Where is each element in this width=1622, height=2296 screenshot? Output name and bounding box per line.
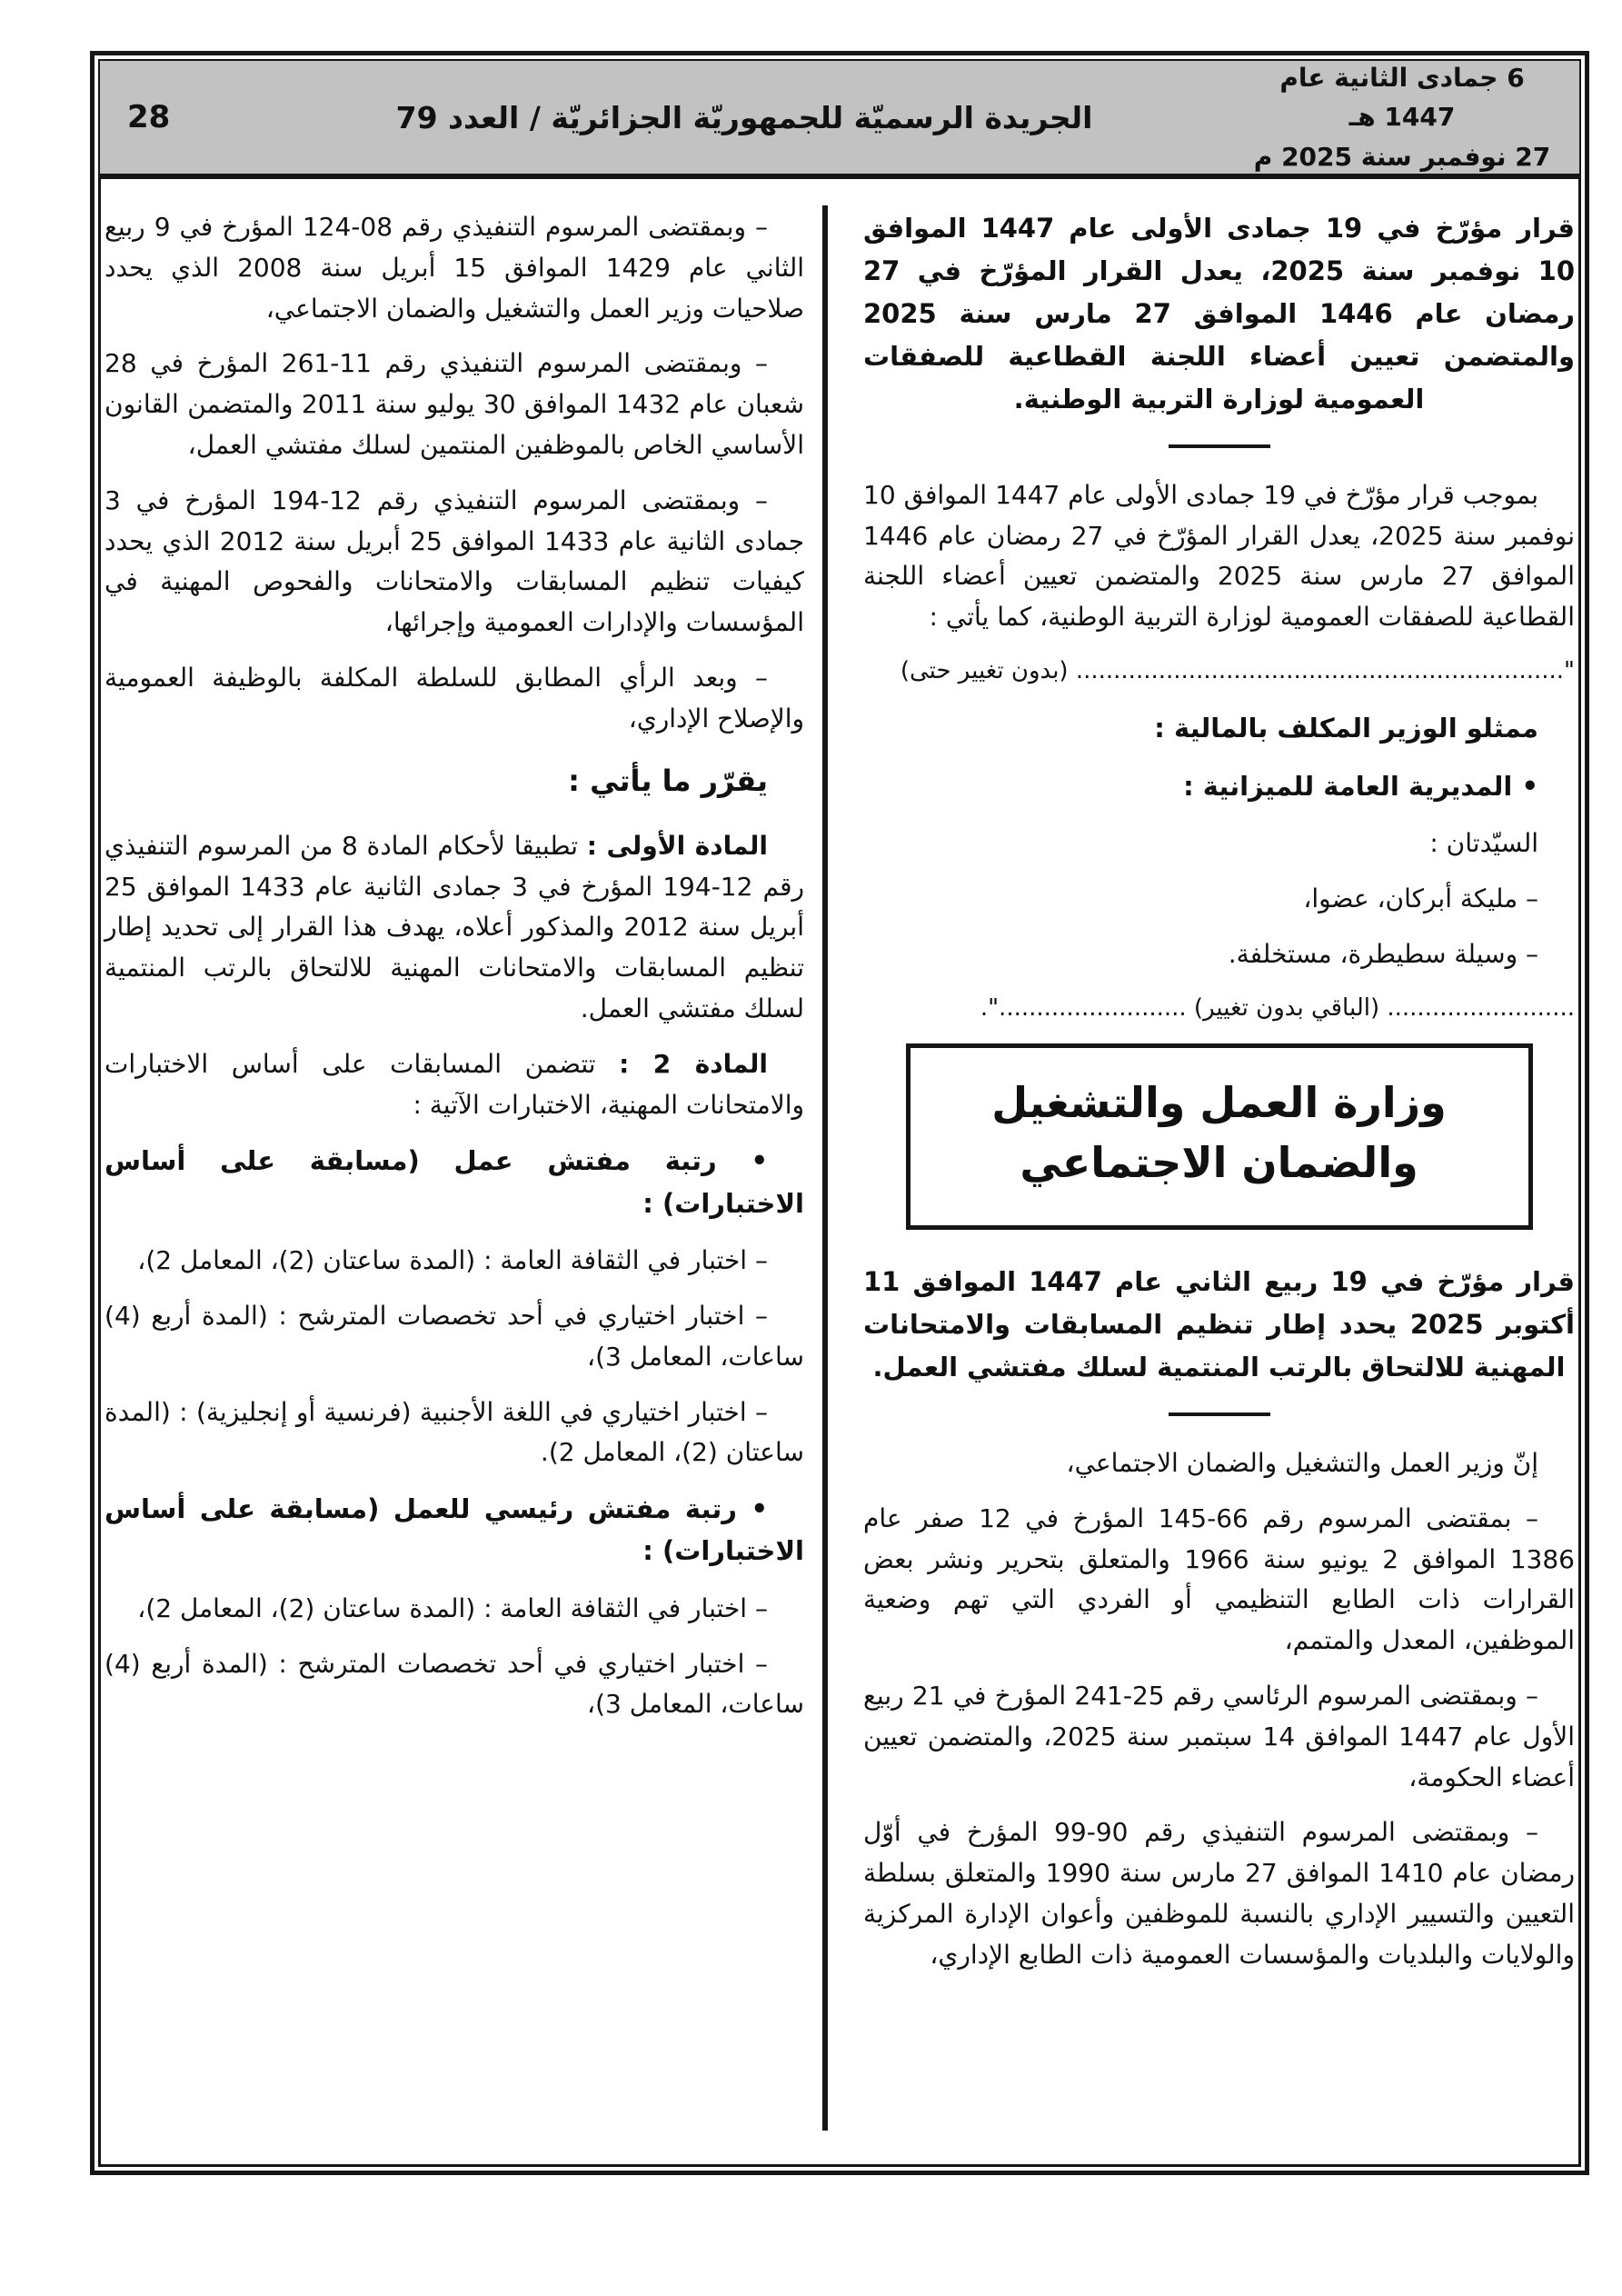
paragraph: – اختبار في الثقافة العامة : (المدة ساعتان (2)، المعامل 2)، (137, 1245, 768, 1276)
decree-title: قرار مؤرّخ في 19 جمادى الأولى عام 1447 الموافق 10 نوفمبر سنة 2025، يعدل القرار المؤرّخ في 27 رمضان عام 1446 الموافق 27 مارس سنة 2025 والمتضمن تعيين أعضاء اللجنة القطاعية للصفقات العمومية لوزارة التربية الوطنية. (863, 213, 1576, 414)
paragraph: – وبمقتضى المرسوم التنفيذي رقم 11-261 المؤرخ في 28 شعبان عام 1432 الموافق 30 يوليو سنة 2011 والمتضمن القانون الأساسي الخاص بالموظفين المنتمين لسلك مفتشي العمل، (104, 348, 804, 460)
bold-heading: ممثلو الوزير المكلف بالمالية : (1154, 712, 1538, 744)
header-date-gregorian: 27 نوفمبر سنة 2025 م (1253, 141, 1551, 172)
paragraph: – وبمقتضى المرسوم التنفيذي رقم 90-99 المؤرخ في أوّل رمضان عام 1410 الموافق 27 مارس سنة 1990 والمتعلق بسلطة التعيين والتسيير الإداري بالنسبة للموظفين وأعوان الإدارة المركزية والولايات والبلديات والمؤسسات العمومية ذات الطابع الإداري، (863, 1817, 1575, 1970)
paragraph: – بمقتضى المرسوم رقم 66-145 المؤرخ في 12 صفر عام 1386 الموافق 2 يونيو سنة 1966 والمتعلق بتحرير ونشر بعض القرارات ذات الطابع التنظيمي أو الفردي التي تهم وضعية الموظفين، المعدل والمتمم، (863, 1502, 1575, 1656)
column-right (863, 207, 1575, 1990)
paragraph: بموجب قرار مؤرّخ في 19 جمادى الأولى عام 1447 الموافق 10 نوفمبر سنة 2025، يعدل القرار المؤرّخ في 27 رمضان عام 1446 الموافق 27 مارس سنة 2025 والمتضمن تعيين أعضاء اللجنة القطاعية للصفقات العمومية لوزارة التربية الوطنية، كما يأتي : (863, 479, 1576, 633)
unchanged-dots-line: ......................... (الباقي بدون تغيير) .........................". (980, 993, 1575, 1022)
article-number-lead: المادة 2 : (619, 1048, 768, 1079)
decree-title: قرار مؤرّخ في 19 ربيع الثاني عام 1447 الموافق 11 أكتوبر 2025 يحدد إطار تنظيم المسابقات والامتحانات المهنية للالتحاق بالرتب المنتمية لسلك مفتشي العمل. (863, 1266, 1576, 1383)
header-dates (1252, 58, 1552, 176)
paragraph: السيّدتان : (1429, 828, 1538, 859)
rank-bullet-heading: • رتبة مفتش عمل (مسابقة على أساس الاختبارات) : (104, 1145, 804, 1219)
ministry-title-box (906, 1043, 1533, 1230)
paragraph: – مليكة أبركان، عضوا، (1303, 883, 1538, 914)
separator-rule (1169, 1413, 1270, 1416)
column-divider (822, 205, 828, 2131)
separator-rule (1169, 444, 1270, 448)
column-left (104, 207, 804, 1740)
article-paragraph: المادة 2 : تتضمن المسابقات على أساس الاختبارات والامتحانات المهنية، الاختبارات الآتية : (104, 1048, 804, 1120)
gazette-title: الجريدة الرسميّة للجمهوريّة الجزائريّة / العدد 79 (395, 99, 1093, 135)
decide-heading: يقرّر ما يأتي : (568, 763, 768, 798)
rank-bullet-heading: • رتبة مفتش رئيسي للعمل (مسابقة على أساس الاختبارات) : (104, 1493, 804, 1567)
paragraph: – وبعد الرأي المطابق للسلطة المكلفة بالوظيفة العمومية والإصلاح الإداري، (104, 662, 804, 734)
article-paragraph: المادة الأولى : تطبيقا لأحكام المادة 8 من المرسوم التنفيذي رقم 12-194 المؤرخ في 3 جمادى الثانية عام 1433 الموافق 25 أبريل سنة 2012 والمذكور أعلاه، يهدف هذا القرار إلى تحديد إطار تنظيم المسابقات والامتحانات المهنية للالتحاق بالرتب المنتمية لسلك مفتشي العمل. (104, 830, 804, 1023)
paragraph: – اختبار اختياري في أحد تخصصات المترشح : (المدة أربع (4) ساعات، المعامل 3)، (104, 1648, 804, 1720)
paragraph: – اختبار في الثقافة العامة : (المدة ساعتان (2)، المعامل 2)، (137, 1592, 768, 1623)
paragraph: – اختبار اختياري في أحد تخصصات المترشح : (المدة أربع (4) ساعات، المعامل 3)، (104, 1300, 804, 1372)
article-number-lead: المادة الأولى : (586, 830, 769, 861)
ministry-title-line: وزارة العمل والتشغيل (991, 1078, 1447, 1128)
paragraph: – وبمقتضى المرسوم التنفيذي رقم 12-194 المؤرخ في 3 جمادى الثانية عام 1433 الموافق 25 أبريل سنة 2012 الذي يحدد كيفيات تنظيم المسابقات والامتحانات والفحوص المهنية في المؤسسات والإدارات العمومية وإجرائها، (104, 484, 805, 638)
header-date-hijri: 6 جمادى الثانية عام 1447 هـ (1279, 62, 1525, 133)
bold-heading: • المديرية العامة للميزانية : (1183, 771, 1538, 803)
paragraph: إنّ وزير العمل والتشغيل والضمان الاجتماعي، (1066, 1447, 1538, 1478)
page-header-band (100, 61, 1579, 179)
paragraph: – وسيلة سطيطرة، مستخلفة. (1228, 939, 1538, 969)
unchanged-dots-line: "................................................................. (بدون تغيير حتى) (900, 657, 1575, 685)
paragraph: – اختبار اختياري في اللغة الأجنبية (فرنسية أو إنجليزية) : (المدة ساعتان (2)، المعامل 2). (104, 1396, 804, 1468)
ministry-title-line: والضمان الاجتماعي (1020, 1137, 1418, 1187)
page-number: 28 (127, 99, 171, 135)
paragraph: – وبمقتضى المرسوم الرئاسي رقم 25-241 المؤرخ في 21 ربيع الأول عام 1447 الموافق 14 سبتمبر سنة 2025، والمتضمن تعيين أعضاء الحكومة، (863, 1680, 1575, 1792)
paragraph: – وبمقتضى المرسوم التنفيذي رقم 08-124 المؤرخ في 9 ربيع الثاني عام 1429 الموافق 15 أبريل سنة 2008 الذي يحدد صلاحيات وزير العمل والتشغيل والضمان الاجتماعي، (104, 212, 804, 324)
